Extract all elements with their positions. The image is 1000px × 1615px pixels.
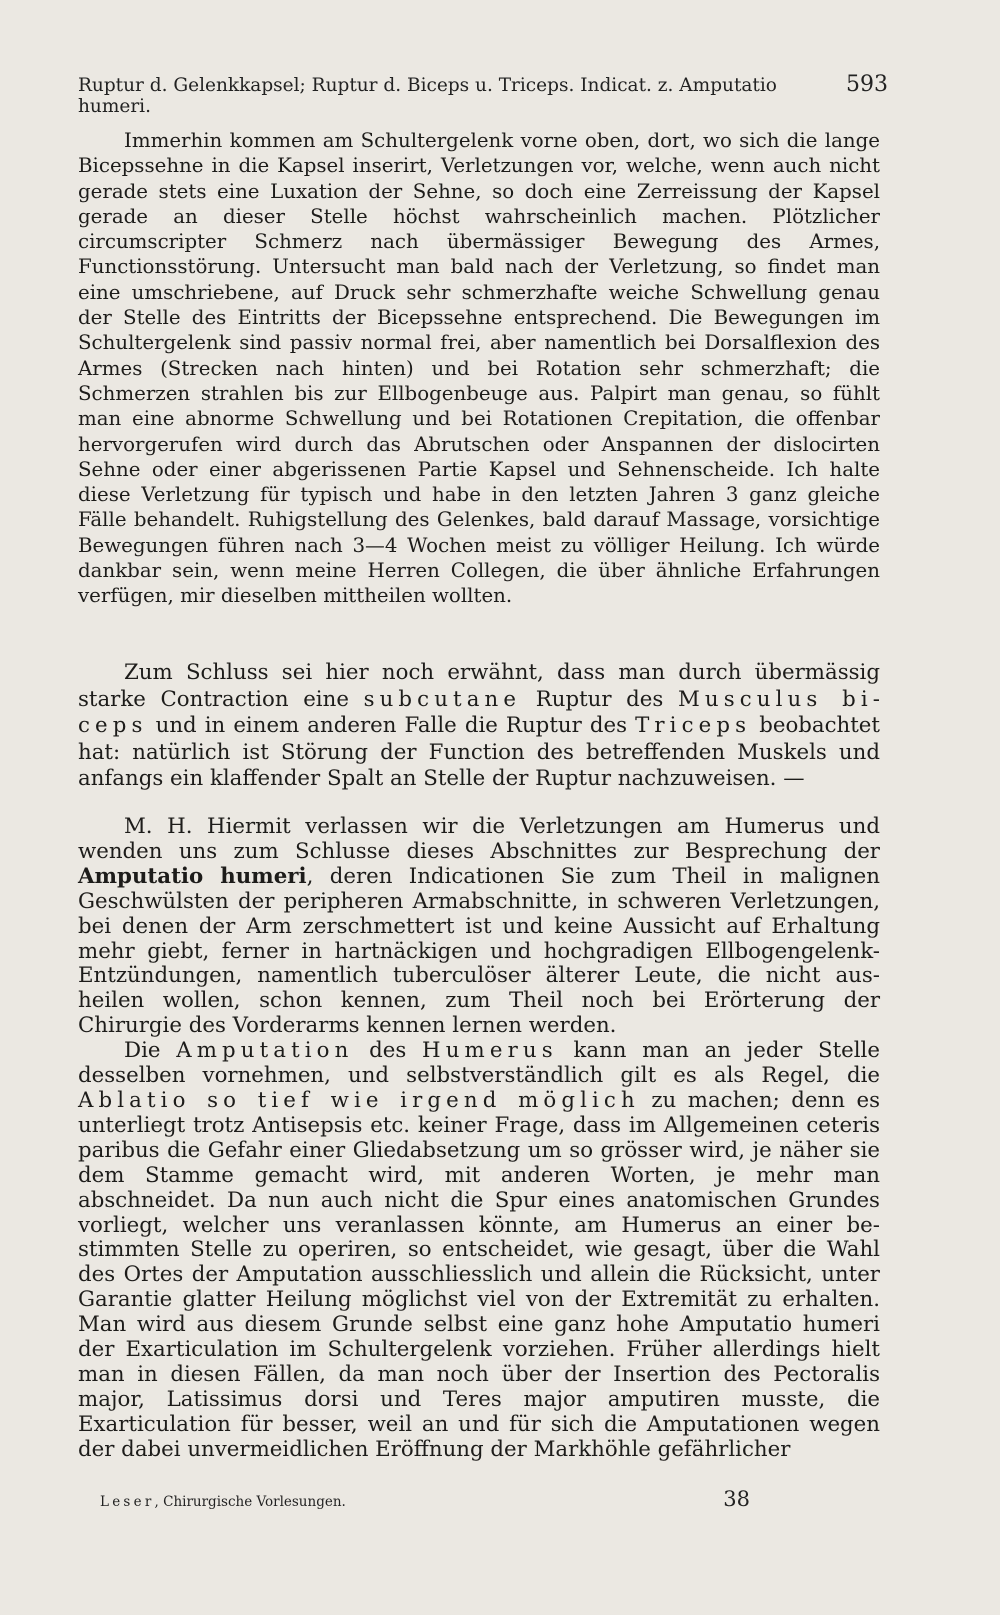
- p2-text-e: und in einem anderen Falle die Ruptur des: [155, 713, 627, 738]
- footer-source: [100, 1494, 346, 1510]
- paragraph-4: [78, 1039, 880, 1462]
- paragraph-3: [78, 815, 880, 1039]
- running-title: Ruptur d. Gelenkkapsel; Ruptur d. Biceps u. Triceps. Indicat. z. Amputatio humeri.: [78, 75, 777, 117]
- p4-text-e: kann man an jeder Stelle desselben vornehmen, und selbstverständlich gilt es als Regel, die: [78, 1038, 880, 1089]
- p4-spaced-ablatio: Ablatio so tief wie irgend möglich: [78, 1087, 640, 1113]
- text-block-muscle-rupture: [78, 660, 880, 793]
- footer-author: Leser: [100, 1494, 155, 1510]
- p2-text-a: Zum Schluss sei hier noch erwähnt, dass man durch übermässig starke Contraction eine: [78, 660, 880, 712]
- page-number: 593: [846, 72, 888, 97]
- p4-text-g: zu machen; denn es unterliegt trotz Antisepsis etc. keiner Frage, dass im Allgemeinen ceteris paribus die Gefahr einer Gliedabsetzung um so grösser wird, je näher sie dem Stamme gemacht wird, mit anderen Worten, je mehr man abschneidet. Da nun auch nicht die Spur eines anatomischen Grundes vorliegt, welcher uns veranlassen könnte, am Humerus an einer bestimmten Stelle zu operiren, so entscheidet, wie gesagt, über die Wahl des Ortes der Amputation ausschliesslich und allein die Rücksicht, unter Garantie glatter Heilung möglichst viel von der Extremität zu erhalten. Man wird aus diesem Grunde selbst eine ganz hohe Amputatio humeri der Exarticulation im Schultergelenk vorziehen. Früher allerdings hielt man in diesen Fällen, da man noch über der Insertion des Pectoralis major, Latissimus dorsi und Teres major amputiren musste, die Exarticulation für besser, weil an und für sich die Amputationen wegen der dabei unvermeidlichen Eröffnung der Markhöhle gefährlicher: [78, 1087, 880, 1462]
- p4-spaced-humerus: Humerus: [422, 1038, 558, 1064]
- p2-text-c: Ruptur des: [535, 686, 664, 712]
- text-block-biceps-tendon: [78, 128, 880, 609]
- p4-text-c: des: [369, 1038, 407, 1064]
- signature-mark: 38: [723, 1487, 750, 1511]
- page-header: [78, 72, 888, 117]
- page-footer: [100, 1487, 750, 1511]
- p2-spaced-triceps: Triceps: [635, 713, 752, 738]
- p3-text-c: , deren Indicationen Sie zum Theil in malignen Geschwülsten der peripheren Armabschnitte, in schweren Verletzungen, bei denen der Arm zerschmettert ist und keine Aussicht auf Erhaltung mehr giebt, ferner in hartnäckigen und hochgradigen Ellbogengelenk-Entzündungen, namentlich tuberculöser älterer Leute, die nicht ausheilen wollen, schon kennen, zum Theil noch bei Erörterung der Chirurgie des Vorderarms kennen lernen werden.: [78, 863, 881, 1039]
- text-block-amputation: [78, 815, 880, 1463]
- paragraph-2: [78, 660, 880, 793]
- p4-spaced-amputation: Amputation: [176, 1038, 354, 1064]
- p2-spaced-musculus-biceps: Musculus biceps: [78, 686, 880, 738]
- p4-text-a: Die: [124, 1038, 161, 1064]
- paragraph-1: Immerhin kommen am Schultergelenk vorne oben, dort, wo sich die lange Bicepssehne in die Kapsel inserirt, Verletzungen vor, welche, wenn auch nicht gerade stets eine Luxation der Sehne, so doch eine Zerreissung der Kapsel gerade an dieser Stelle höchst wahrscheinlich machen. Plötzlicher circumscripter Schmerz nach übermässiger Bewegung des Armes, Functionsstörung. Untersucht man bald nach der Verletzung, so findet man eine umschriebene, auf Druck sehr schmerzhafte weiche Schwellung genau der Stelle des Eintritts der Bicepssehne entsprechend. Die Bewegungen im Schultergelenk sind passiv normal frei, aber namentlich bei Dorsalflexion des Armes (Strecken nach hinten) und bei Rotation sehr schmerzhaft; die Schmerzen strahlen bis zur Ellbogenbeuge aus. Palpirt man genau, so fühlt man eine abnorme Schwellung und bei Rotationen Crepitation, die offenbar hervorgerufen wird durch das Abrutschen oder Anspannen der dislocirten Sehne oder einer abgerissenen Partie Kapsel und Sehnenscheide. Ich halte diese Verletzung für typisch und habe in den letzten Jahren 3 ganz gleiche Fälle behandelt. Ruhigstellung des Gelenkes, bald darauf Massage, vorsichtige Bewegungen führen nach 3—4 Wochen meist zu völliger Heilung. Ich würde dankbar sein, wenn meine Herren Collegen, die über ähnliche Erfahrungen verfügen, mir dieselben mittheilen wollten.: [78, 129, 880, 608]
- p3-bold-amputatio-humeri: Amputatio humeri: [78, 863, 307, 889]
- p3-text-a: M. H. Hiermit verlassen wir die Verletzungen am Humerus und wenden uns zum Schlusse dieses Abschnittes zur Besprechung der: [78, 814, 880, 864]
- p2-spaced-subcutane: subcutane: [363, 686, 522, 712]
- p2-text-g: beobachtet hat: natürlich ist Störung der Function des betreffenden Muskels und anfangs ein klaffender Spalt an Stelle der Ruptur nachzuweisen. —: [78, 713, 880, 791]
- footer-book: , Chirurgische Vorlesungen.: [154, 1494, 346, 1510]
